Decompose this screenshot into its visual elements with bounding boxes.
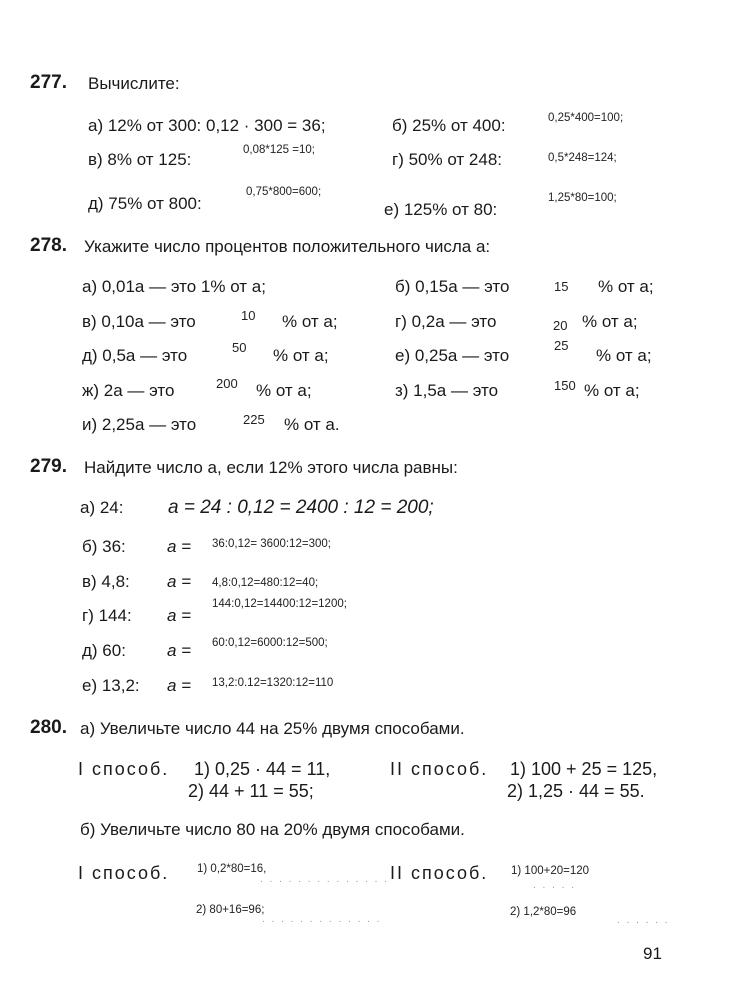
p279-item-e-label: е) 13,2: [82, 676, 140, 695]
p278-item-i-post: % от a. [284, 415, 340, 434]
p279-answer-e: 13,2:0.12=1320:12=110 [212, 677, 334, 689]
p278-item-z-pre: з) 1,5a — это [395, 381, 499, 400]
p277-item-a: а) 12% от 300: 0,12 · 300 = 36; [88, 116, 326, 135]
p277-item-v: в) 8% от 125: [88, 150, 192, 169]
p280-a-method1-step2: 2) 44 + 11 = 55; [188, 781, 314, 801]
p280-a-method1-step1: 1) 0,25 · 44 = 11, [194, 759, 331, 779]
problem-278-number: 278. [30, 235, 67, 256]
p278-answer-zh: 200 [216, 376, 238, 391]
p279-item-v-label: в) 4,8: [82, 572, 130, 591]
p279-answer-b: 36:0,12= 3600:12=300; [212, 538, 331, 550]
answer-dots: . . . . . [533, 880, 577, 891]
p277-answer-d: 0,75*800=600; [246, 186, 322, 198]
p279-answer-g: 144:0,12=14400:12=1200; [212, 598, 347, 610]
p278-item-zh-pre: ж) 2a — это [82, 381, 175, 400]
page-number: 91 [643, 944, 662, 963]
p277-answer-e: 1,25*80=100; [548, 192, 617, 204]
p280-b-method2-step2: 2) 1,2*80=96 [510, 906, 577, 918]
p278-answer-d: 50 [232, 340, 247, 355]
p280-a-title: а) Увеличьте число 44 на 25% двумя способами. [80, 719, 465, 738]
p278-item-i-pre: и) 2,25a — это [82, 415, 197, 434]
p277-answer-b: 0,25*400=100; [548, 112, 624, 124]
p280-a-method2-step1: 1) 100 + 25 = 125, [510, 759, 658, 779]
p280-b-method2-step1: 1) 100+20=120 [511, 865, 590, 877]
p278-answer-b: 15 [554, 279, 569, 294]
answer-dots: . . . . . . . . . . . . . [262, 914, 382, 925]
p280-a-method2-step2: 2) 1,25 · 44 = 55. [507, 781, 645, 801]
p279-item-d-label: д) 60: [82, 641, 126, 660]
p278-item-zh-post: % от a; [256, 381, 312, 400]
p280-b-title: б) Увеличьте число 80 на 20% двумя способами. [80, 820, 465, 839]
p280-a-method2-label: II способ. [390, 759, 489, 779]
p278-item-b-pre: б) 0,15a — это [395, 277, 510, 296]
p278-answer-z: 150 [554, 378, 576, 393]
p279-answer-d: 60:0,12=6000:12=500; [212, 637, 328, 649]
problem-279-number: 279. [30, 456, 67, 477]
p277-answer-v: 0,08*125 =10; [243, 144, 315, 156]
p280-b-method1-label: I способ. [78, 863, 170, 883]
problem-277-number: 277. [30, 72, 67, 93]
p278-item-a: а) 0,01a — это 1% от a; [82, 277, 266, 296]
p278-item-v-pre: в) 0,10a — это [82, 312, 196, 331]
p278-item-e-pre: е) 0,25a — это [395, 346, 510, 365]
p279-item-b-label: б) 36: [82, 537, 126, 556]
answer-dots: . . . . . . [617, 915, 670, 926]
p278-item-d-post: % от a; [273, 346, 329, 365]
problem-278-title: Укажите число процентов положительного числа a: [84, 237, 491, 256]
p278-item-e-post: % от a; [596, 346, 652, 365]
p279-item-v-eq: a = [167, 572, 192, 591]
p278-item-d-pre: д) 0,5a — это [82, 346, 188, 365]
p279-answer-v: 4,8:0,12=480:12=40; [212, 577, 319, 589]
answer-dots: . . . . . . . . . . . . . . [260, 874, 390, 885]
p277-item-g: г) 50% от 248: [392, 150, 503, 169]
p280-b-method1-step2: 2) 80+16=96; [196, 904, 265, 916]
p278-item-g-pre: г) 0,2a — это [395, 312, 497, 331]
p278-answer-e: 25 [554, 338, 569, 353]
p279-item-b-eq: a = [167, 537, 192, 556]
p277-item-d: д) 75% от 800: [88, 194, 202, 213]
p279-item-g-label: г) 144: [82, 606, 132, 625]
p277-item-e: е) 125% от 80: [384, 200, 498, 219]
p277-item-b: б) 25% от 400: [392, 116, 506, 135]
p278-answer-g: 20 [553, 318, 568, 333]
p279-item-e-eq: a = [167, 676, 192, 695]
p278-item-g-post: % от a; [582, 312, 638, 331]
p279-item-d-eq: a = [167, 641, 192, 660]
p279-item-g-eq: a = [167, 606, 192, 625]
problem-279-title: Найдите число a, если 12% этого числа равны: [84, 458, 458, 477]
p278-item-b-post: % от a; [598, 277, 654, 296]
problem-280-number: 280. [30, 717, 67, 738]
p278-answer-v: 10 [241, 308, 256, 323]
p280-b-method1-step1: 1) 0,2*80=16, [197, 863, 267, 875]
p280-a-method1-label: I способ. [78, 759, 170, 779]
p278-item-z-post: % от a; [584, 381, 640, 400]
p280-b-method2-label: II способ. [390, 863, 489, 883]
problem-277-title: Вычислите: [88, 74, 180, 93]
p279-item-a-solution: a = 24 : 0,12 = 2400 : 12 = 200; [168, 497, 434, 518]
p278-answer-i: 225 [243, 412, 265, 427]
p279-item-a-label: а) 24: [80, 498, 124, 517]
p277-answer-g: 0,5*248=124; [548, 152, 617, 164]
p278-item-v-post: % от a; [282, 312, 338, 331]
